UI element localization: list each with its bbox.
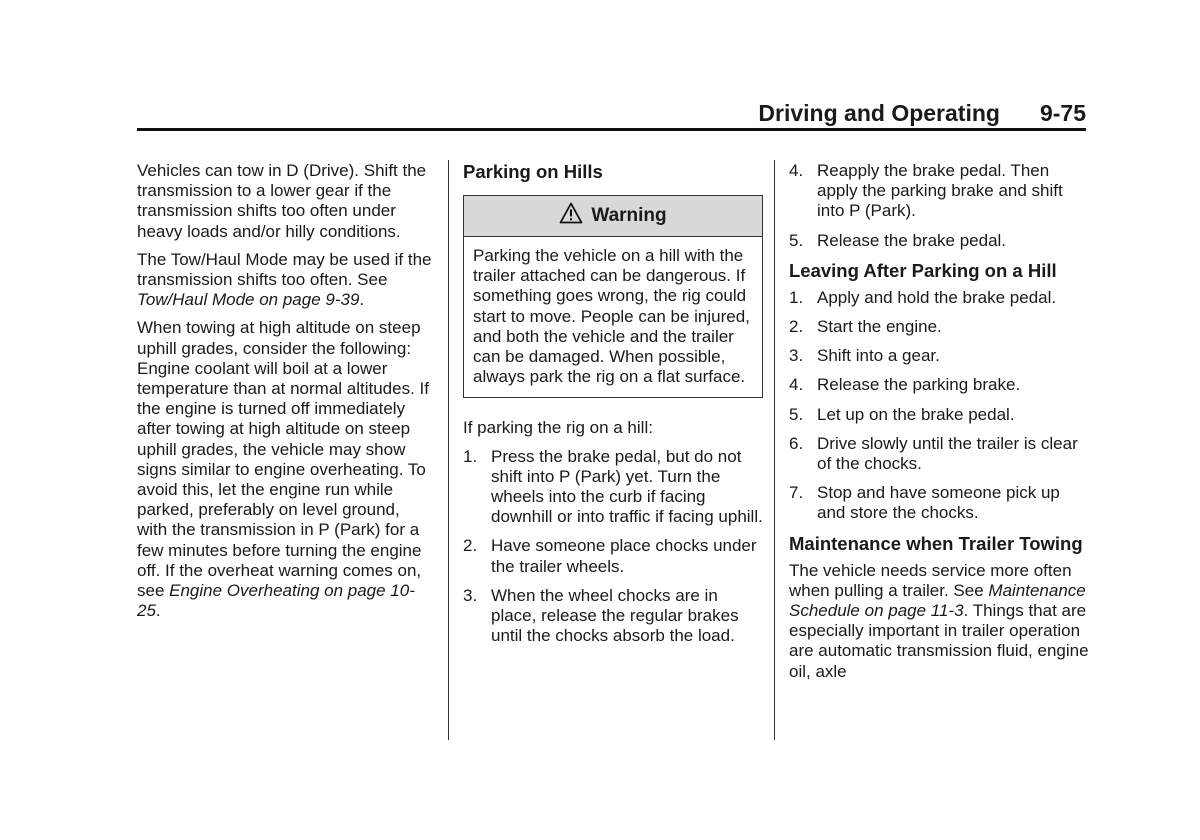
step-number: 3. <box>463 585 478 605</box>
step-text: When the wheel chocks are in place, release the regular brakes until the chocks absorb the load. <box>491 585 739 646</box>
step-text: Shift into a gear. <box>817 346 940 366</box>
column-divider-1 <box>448 160 449 740</box>
paragraph-end: . <box>155 601 161 621</box>
list-item <box>789 405 1089 425</box>
paragraph-maintenance <box>789 561 1089 682</box>
step-text: Release the parking brake. <box>817 375 1021 395</box>
paragraph-high-altitude <box>137 318 432 621</box>
step-text: Have someone place chocks under the trailer wheels. <box>491 536 757 576</box>
warning-triangle-icon <box>559 199 583 239</box>
warning-title: Warning <box>591 205 667 226</box>
step-number: 1. <box>463 446 478 466</box>
list-item <box>789 288 1089 308</box>
step-number: 4. <box>789 375 804 395</box>
parking-intro: If parking the rig on a hill: <box>463 418 653 438</box>
list-item <box>789 161 1089 222</box>
header-rule <box>137 128 1086 131</box>
step-text: Apply and hold the brake pedal. <box>817 287 1057 307</box>
step-number: 2. <box>463 536 478 556</box>
list-item <box>463 447 763 528</box>
step-number: 2. <box>789 317 804 337</box>
paragraph-end: . Things that are especially important in trailer operation are automatic transmission fluid, engine oil, axle <box>789 601 1089 681</box>
step-text: Let up on the brake pedal. <box>817 404 1015 424</box>
step-number: 1. <box>789 287 804 307</box>
cross-reference-link[interactable]: Tow/Haul Mode on page 9-39 <box>137 290 360 310</box>
list-item <box>789 231 1089 251</box>
page-header <box>137 100 1086 130</box>
list-item <box>463 586 763 647</box>
leaving-steps-list <box>789 288 1089 524</box>
paragraph-end: . <box>359 290 365 310</box>
step-text: Reapply the brake pedal. Then apply the parking brake and shift into P (Park). <box>817 161 1063 221</box>
column-1 <box>137 161 432 629</box>
step-text: Press the brake pedal, but do not shift into P (Park) yet. Turn the wheels into the curb if facing downhill or into traffic if facing uphill. <box>491 446 763 527</box>
section-heading-maintenance: Maintenance when Trailer Towing <box>789 532 1083 554</box>
paragraph-text: The Tow/Haul Mode may be used if the transmission shifts too often. See <box>137 249 432 290</box>
parking-steps-list <box>463 447 763 647</box>
list-item <box>789 317 1089 337</box>
step-number: 3. <box>789 346 804 366</box>
step-number: 6. <box>789 433 804 453</box>
paragraph-drive-towing: Vehicles can tow in D (Drive). Shift the transmission to a lower gear if the transmission shifts too often under heavy loads and/or hilly conditions. <box>137 161 427 241</box>
step-text: Stop and have someone pick up and store the chocks. <box>817 483 1060 523</box>
column-2 <box>463 161 763 655</box>
list-item <box>463 536 763 576</box>
warning-header <box>464 196 762 237</box>
header-title <box>758 100 1086 127</box>
column-3 <box>789 161 1089 690</box>
list-item <box>789 346 1089 366</box>
section-heading-leaving-after-parking: Leaving After Parking on a Hill <box>789 259 1057 281</box>
paragraph-text: The vehicle needs service more often when pulling a trailer. See <box>789 560 1072 600</box>
paragraph-tow-haul <box>137 250 432 311</box>
cross-reference-link[interactable]: Maintenance Schedule on page 11-3 <box>789 580 1086 621</box>
warning-body: Parking the vehicle on a hill with the trailer attached can be dangerous. If something goes wrong, the rig could start to move. People can be injured, and both the vehicle and the trailer can be damaged. When possible, always park the rig on a flat surface. <box>473 246 750 387</box>
section-title: Driving and Operating <box>758 100 1000 126</box>
list-item <box>789 375 1089 395</box>
warning-box <box>463 195 763 398</box>
step-number: 4. <box>789 161 804 180</box>
step-text: Release the brake pedal. <box>817 230 1007 250</box>
step-number: 7. <box>789 483 804 503</box>
list-item <box>789 434 1089 474</box>
column-divider-2 <box>774 160 775 740</box>
list-item <box>789 483 1089 523</box>
step-number: 5. <box>789 230 804 250</box>
page-number: 9-75 <box>1039 100 1086 126</box>
step-number: 5. <box>789 404 804 424</box>
paragraph-text: When towing at high altitude on steep uphill grades, consider the following: Engine coolant will boil at a lower temperature than at normal altitudes. If the engine is turned off immediately after towing at high altitude on steep uphill grades, the vehicle may show signs similar to engine overheating. To avoid this, let the engine run while parked, preferably on level ground, with the transmission in P (Park) for a few minutes before turning the engine off. If the overheat warning comes on, see <box>137 318 429 601</box>
cross-reference-link[interactable]: Engine Overheating on page 10-25 <box>137 581 415 621</box>
parking-steps-continued <box>789 161 1089 251</box>
step-text: Start the engine. <box>817 317 942 337</box>
section-heading-parking-on-hills: Parking on Hills <box>463 161 603 182</box>
step-text: Drive slowly until the trailer is clear of the chocks. <box>817 433 1078 474</box>
